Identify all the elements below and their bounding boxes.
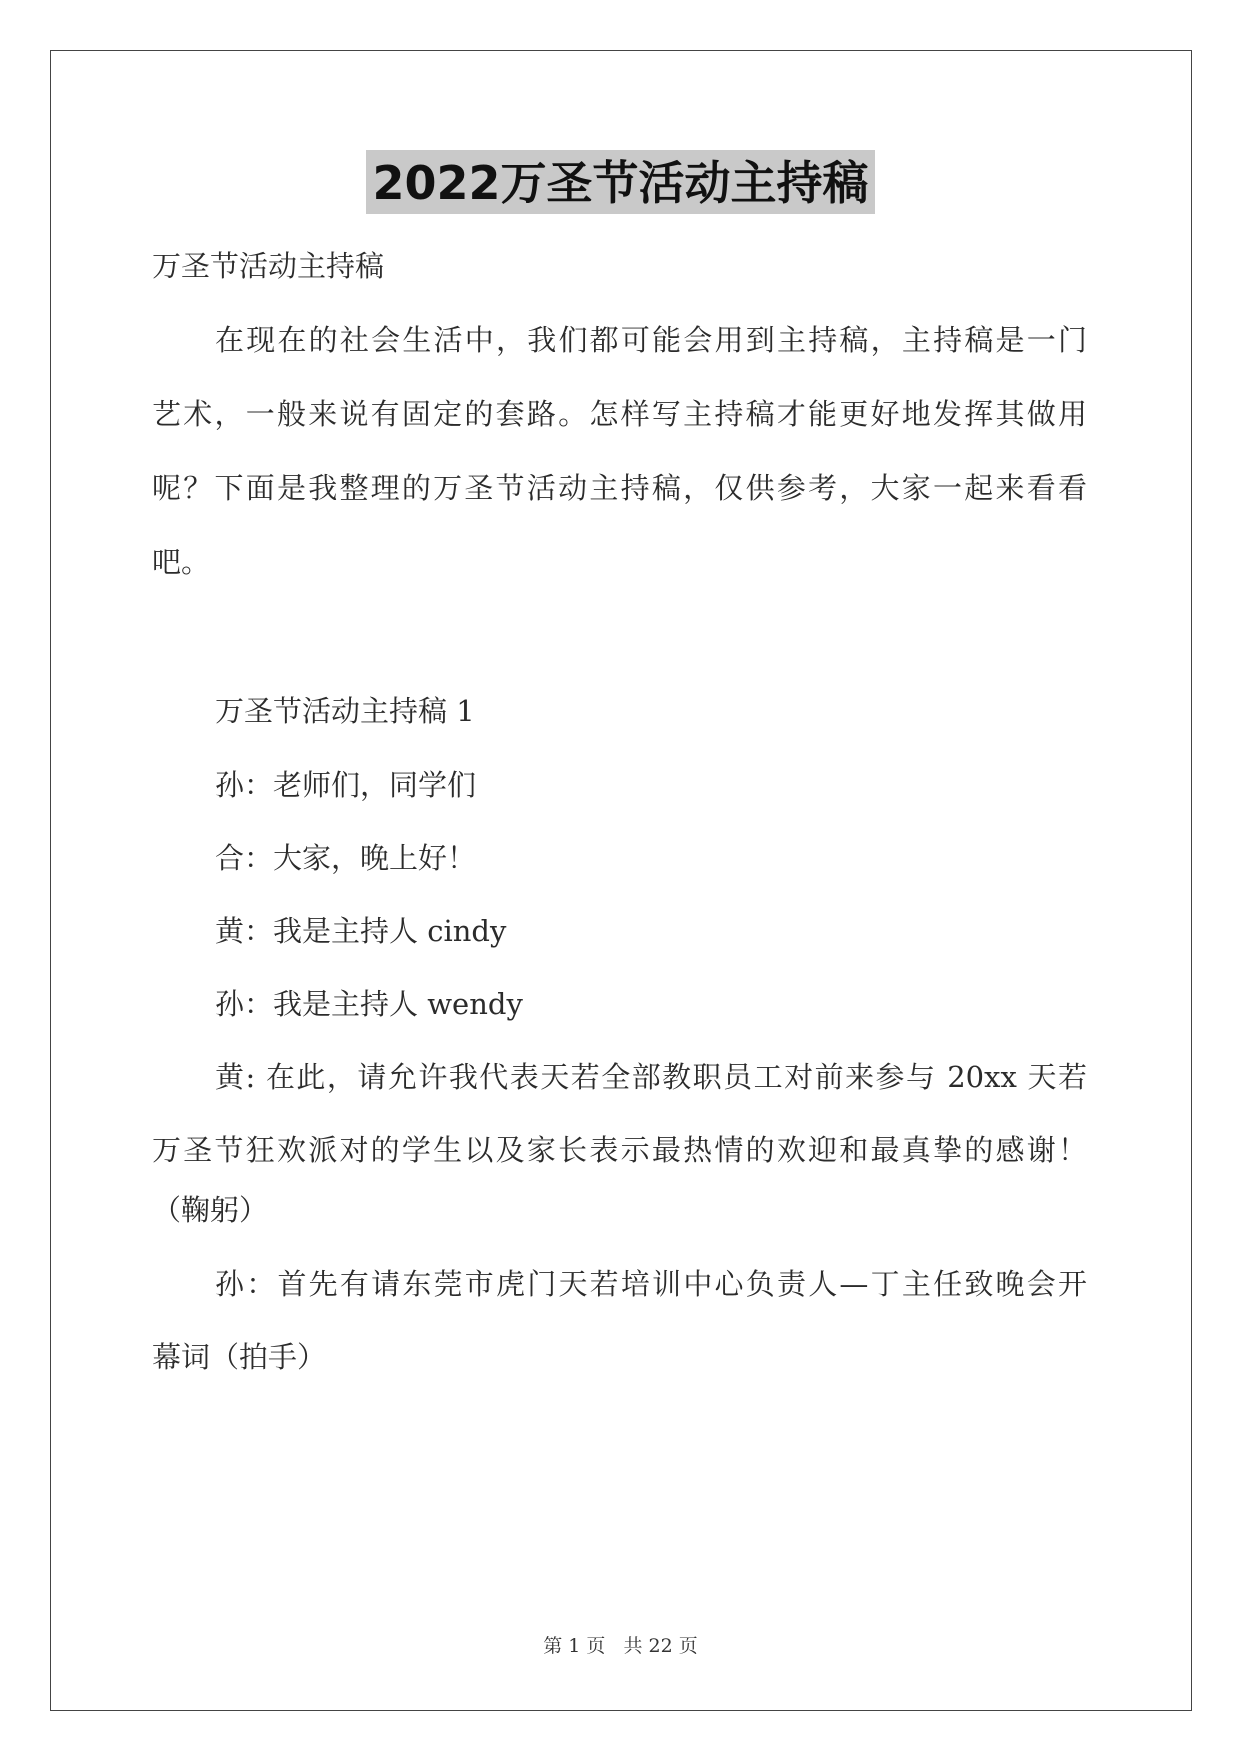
- paragraph-line: 在现在的社会生活中，我们都可能会用到主持稿，主持稿是一门: [215, 323, 1087, 357]
- dialogue-line: （鞠躬）: [152, 1193, 269, 1227]
- page-footer: [0, 1631, 1241, 1658]
- page-border: [50, 50, 1192, 1711]
- dialogue-line: 黄: 在此，请允许我代表天若全部教职员工对前来参与 20xx 天若: [215, 1060, 1087, 1094]
- document-title-wrap: [0, 150, 1241, 214]
- paragraph-line: 艺术，一般来说有固定的套路。怎样写主持稿才能更好地发挥其做用: [152, 397, 1087, 431]
- dialogue-line: 万圣节狂欢派对的学生以及家长表示最热情的欢迎和最真挚的感谢！: [152, 1133, 1087, 1167]
- dialogue-line: 孙：老师们，同学们: [215, 768, 477, 802]
- page-total: 共 22 页: [623, 1635, 698, 1657]
- document-title: 2022万圣节活动主持稿: [366, 150, 874, 214]
- dialogue-line: 孙：首先有请东莞市虎门天若培训中心负责人—丁主任致晚会开: [215, 1267, 1087, 1301]
- page-number: 第 1 页: [543, 1635, 606, 1657]
- paragraph-line: 呢？下面是我整理的万圣节活动主持稿，仅供参考，大家一起来看看: [152, 471, 1087, 505]
- dialogue-line: 黄：我是主持人 cindy: [215, 914, 507, 948]
- subtitle-line: 万圣节活动主持稿: [152, 249, 385, 283]
- dialogue-line: 孙：我是主持人 wendy: [215, 987, 523, 1021]
- section-heading: 万圣节活动主持稿 1: [215, 694, 475, 728]
- paragraph-line: 吧。: [152, 545, 211, 579]
- dialogue-line: 合：大家，晚上好！: [215, 841, 477, 875]
- dialogue-line: 幕词（拍手）: [152, 1340, 327, 1374]
